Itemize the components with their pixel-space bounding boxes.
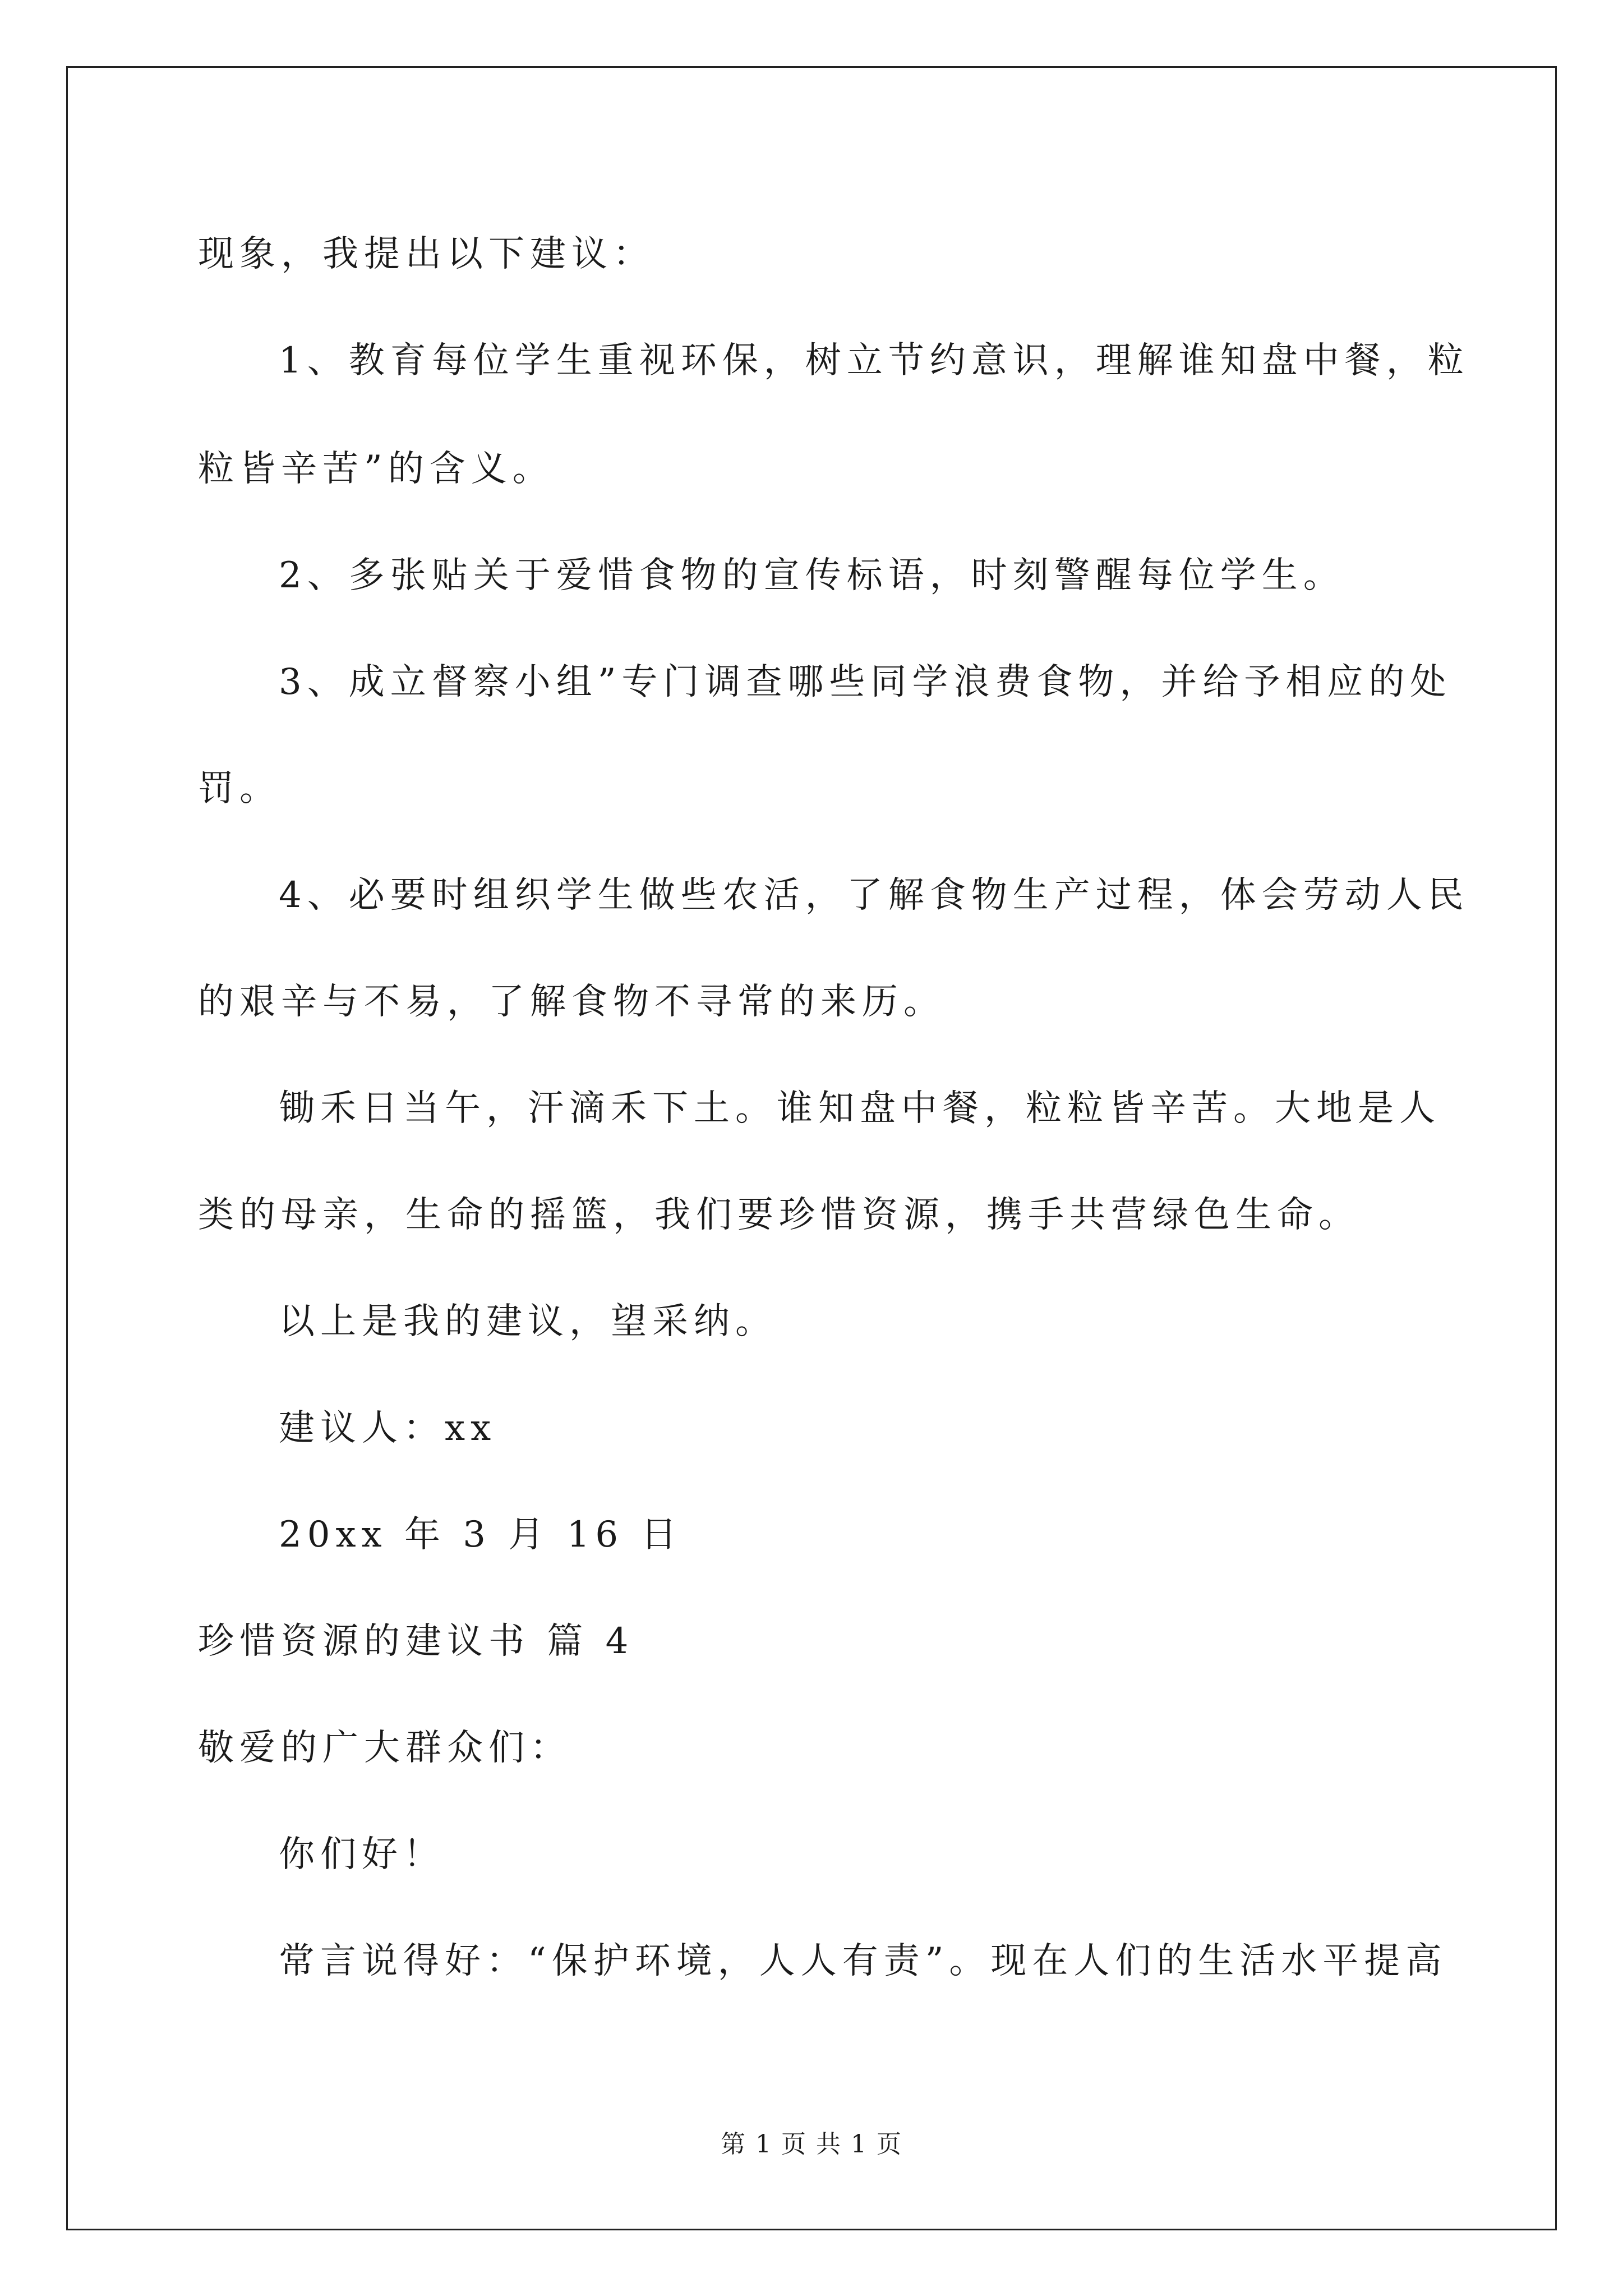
page-number: 第 1 页 共 1 页 bbox=[721, 2130, 902, 2159]
greeting: 你们好！ bbox=[279, 1834, 445, 1875]
text-line: 粒皆辛苦”的含义。 bbox=[198, 448, 554, 490]
text-line: 以上是我的建议，望采纳。 bbox=[279, 1301, 777, 1342]
text-line: 锄禾日当午，汗滴禾下土。谁知盘中餐，粒粒皆辛苦。大地是人 bbox=[279, 1088, 1441, 1129]
text-line: 类的母亲，生命的摇篮，我们要珍惜资源，携手共营绿色生命。 bbox=[198, 1194, 1360, 1236]
date-line: 20xx 年 3 月 16 日 bbox=[279, 1514, 683, 1556]
page-border bbox=[66, 66, 1557, 2230]
text-line: 建议人：xx bbox=[279, 1407, 497, 1449]
text-line: 现象，我提出以下建议： bbox=[198, 233, 654, 275]
salutation: 敬爱的广大群众们： bbox=[198, 1727, 571, 1769]
text-line: 3、成立督察小组”专门调查哪些同学浪费食物，并给予相应的处 bbox=[279, 661, 1452, 703]
section-heading: 珍惜资源的建议书 篇 4 bbox=[198, 1621, 634, 1662]
text-line: 4、必要时组织学生做些农活，了解食物生产过程，体会劳动人民 bbox=[279, 875, 1469, 916]
text-line: 的艰辛与不易，了解食物不寻常的来历。 bbox=[198, 981, 945, 1023]
text-line: 1、教育每位学生重视环保，树立节约意识，理解谁知盘中餐，粒 bbox=[279, 340, 1469, 381]
text-line: 2、多张贴关于爱惜食物的宣传标语，时刻警醒每位学生。 bbox=[279, 555, 1345, 596]
text-line: 常言说得好：“保护环境，人人有责”。现在人们的生活水平提高 bbox=[279, 1940, 1447, 1982]
text-line: 罚。 bbox=[198, 768, 281, 809]
